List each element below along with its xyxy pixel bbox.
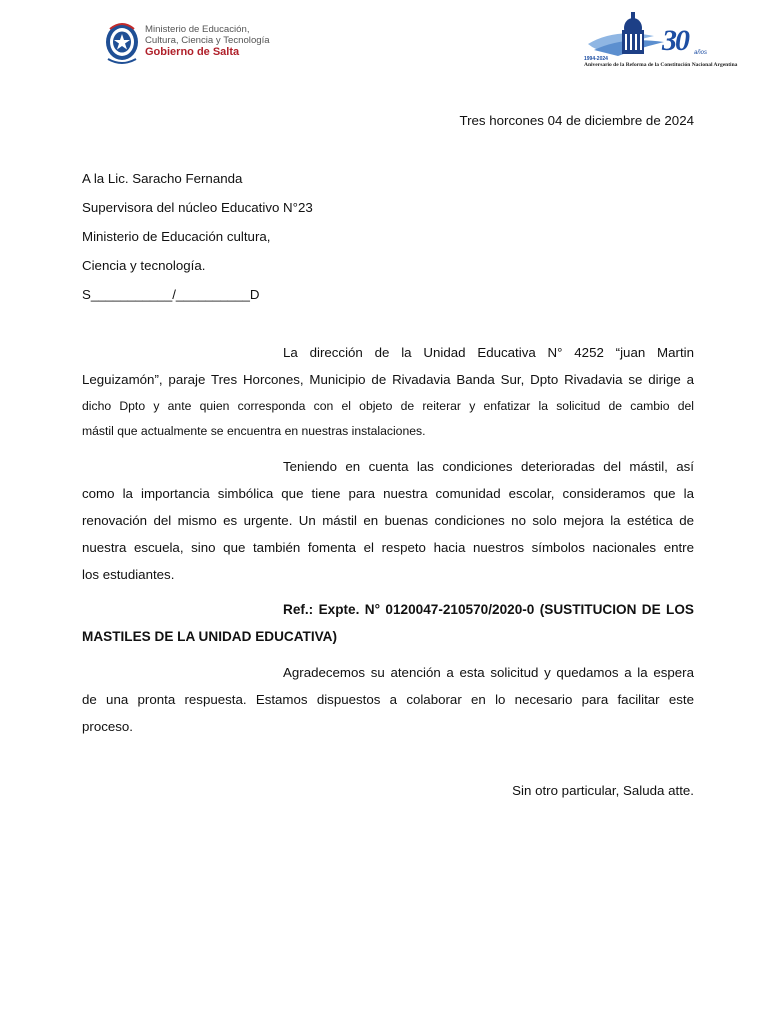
ministry-name [145,25,270,59]
paragraph-line: La dirección de la Unidad Educativa N° 4252 “juan Martin [283,345,694,360]
closing-line: Sin otro particular, Saluda atte. [512,783,694,798]
salta-seal-icon [104,21,140,67]
paragraph-line: de una pronta respuesta. Estamos dispuestos a colaborar en lo necesario para facilitar este [82,692,694,707]
ministry-line-1: Ministerio de Educación, [145,24,250,35]
salutation-line: S___________/__________D [82,287,260,302]
reference-line: MASTILES DE LA UNIDAD EDUCATIVA) [82,629,338,644]
paragraph-line: dicho Dpto y ante quien corresponda con el objeto de reiterar y enfatizar la solicitud de cambio del [82,399,694,413]
paragraph-line: Teniendo en cuenta las condiciones deterioradas del mástil, así [283,459,694,474]
paragraph-2 [82,453,694,588]
ministry-line-2: Cultura, Ciencia y Tecnología [145,34,270,46]
anniversary-number: 30 [662,24,688,57]
ministry-logo [104,19,274,69]
anniversary-caption: Aniversario de la Reforma de la Constitución Nacional Argentina [584,62,738,68]
paragraph-1 [82,339,694,442]
recipient-line: A la Lic. Saracho Fernanda [82,171,243,186]
anniversary-logo [584,6,738,76]
date-line: Tres horcones 04 de diciembre de 2024 [459,113,694,128]
recipient-line: Ciencia y tecnología. [82,258,206,273]
recipient-line: Ministerio de Educación cultura, [82,229,271,244]
anniversary-years: 1994-2024 [584,56,608,62]
paragraph-line: proceso. [82,719,133,734]
paragraph-3 [82,659,694,740]
paragraph-line: Leguizamón”, paraje Tres Horcones, Municipio de Rivadavia Banda Sur, Dpto Rivadavia se dirige a [82,372,694,387]
recipient-line: Supervisora del núcleo Educativo N°23 [82,200,313,215]
paragraph-line: renovación del mismo es urgente. Un mástil en buenas condiciones no solo mejora la estética de [82,513,694,528]
paragraph-line: los estudiantes. [82,567,175,582]
paragraph-line: como la importancia simbólica que tiene para nuestra comunidad escolar, consideramos que la [82,486,694,501]
reference-line: Ref.: Expte. N° 0120047-210570/2020-0 (SUSTITUCION DE LOS [283,602,694,617]
anniversary-anos: años [694,50,708,56]
reference-block [82,596,694,650]
paragraph-line: mástil que actualmente se encuentra en nuestras instalaciones. [82,424,426,438]
paragraph-line: Agradecemos su atención a esta solicitud y quedamos a la espera [283,665,694,680]
government-name: Gobierno de Salta [145,46,240,58]
paragraph-line: nuestra escuela, sino que también fomenta el respeto hacia nuestros símbolos nacionales entre [82,540,694,555]
